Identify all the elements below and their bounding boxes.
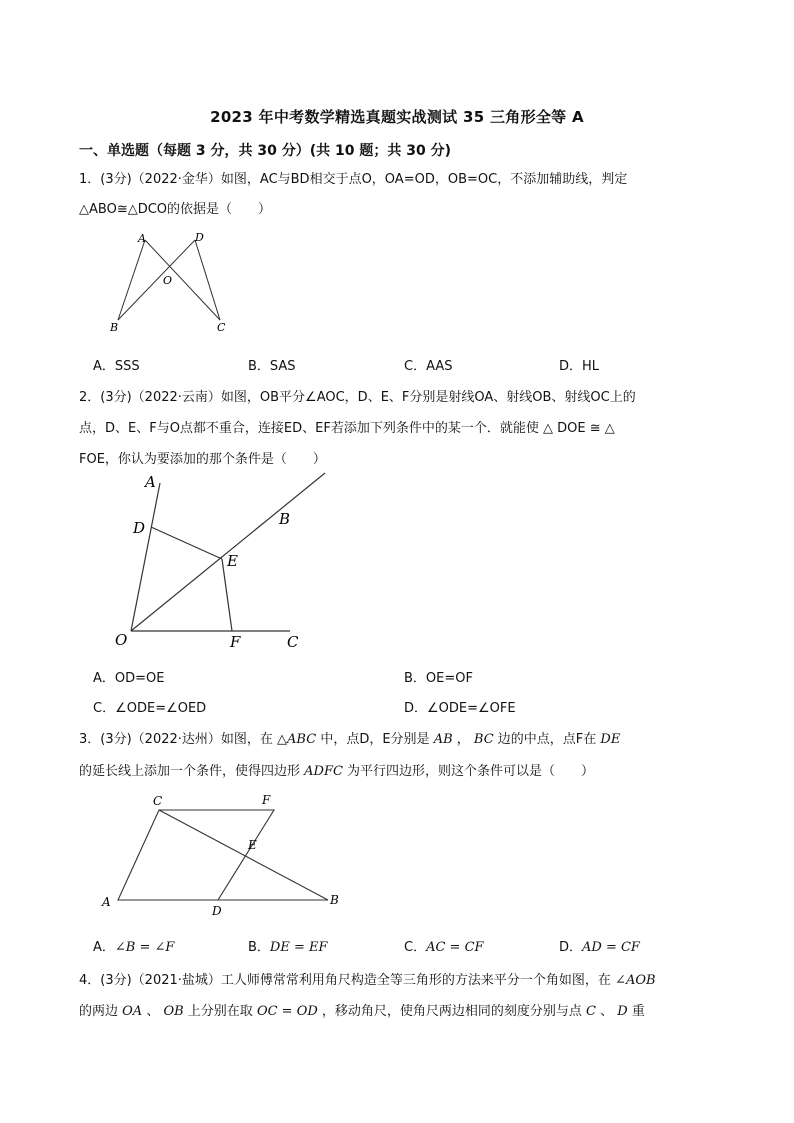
q4-text: 、 — [596, 1004, 618, 1019]
q2-segment-de — [151, 527, 222, 559]
option-label: D． — [559, 940, 583, 955]
q3-label-e: E — [248, 838, 257, 852]
q1-stem-line1: 1．(3分)（2022·金华）如图，AC与BD相交于点O，OA=OD，OB=OC，不添加辅助线，判定 — [79, 172, 628, 187]
q3-figure — [98, 790, 348, 920]
q3-option-b[interactable] — [248, 936, 328, 955]
q3-math-bc: BC — [473, 732, 494, 747]
q2-option-a[interactable]: A．OD=OE — [93, 671, 165, 686]
q2-stem-line2: 点，D、E、F与O点都不重合，连接ED、EF若添加下列条件中的某一个．就能使 △ DOE ≅ △ — [79, 421, 615, 436]
q2-label-b: B — [279, 510, 291, 528]
q1-segment-ab — [118, 240, 145, 320]
q3-math-triangle: △ABC — [277, 732, 317, 747]
q3-option-a[interactable] — [93, 936, 174, 955]
option-expr: ∠B = ∠F — [114, 940, 175, 955]
q1-label-c: C — [217, 321, 226, 334]
q4-text: 上分别在取 — [183, 1004, 257, 1019]
q3-label-c: C — [153, 794, 163, 808]
q2-option-d[interactable]: D．∠ODE=∠OFE — [404, 701, 516, 716]
q3-option-c[interactable] — [404, 936, 484, 955]
q4-math-d: D — [617, 1004, 628, 1019]
q3-stem-line1 — [79, 728, 620, 747]
q4-stem-line2 — [79, 1000, 645, 1019]
q3-text: 3．(3分)（2022·达州）如图，在 — [79, 732, 278, 747]
q4-text: 重 — [627, 1004, 645, 1019]
q4-stem-line1 — [79, 969, 656, 988]
q4-text: 4．(3分)（2021·盐城）工人师傅常常利用角尺构造全等三角形的方法来平分一个角如图，在 — [79, 973, 616, 988]
option-expr: DE = EF — [269, 940, 328, 955]
q2-option-c[interactable]: C．∠ODE=∠OED — [93, 701, 207, 716]
q1-label-b: B — [110, 321, 119, 334]
q1-label-a: A — [138, 232, 146, 245]
q1-option-c[interactable]: C．AAS — [404, 359, 453, 374]
q3-math-ab: AB — [433, 732, 453, 747]
q3-text: 中，点D，E分别是 — [316, 732, 434, 747]
q4-math-oa: OA — [122, 1004, 143, 1019]
q2-figure — [105, 465, 345, 655]
q1-label-d: D — [195, 231, 204, 244]
q4-text: 的两边 — [79, 1004, 123, 1019]
q1-stem-line2: △ABO≅△DCO的依据是（ ） — [79, 202, 272, 217]
q1-option-d[interactable]: D．HL — [559, 359, 600, 374]
q2-stem-line1: 2．(3分)（2022·云南）如图，OB平分∠AOC，D、E、F分别是射线OA、射线OB、射线OC上的 — [79, 390, 636, 405]
q4-math-oc-od: OC = OD — [256, 1004, 318, 1019]
q4-math-angle-aob: ∠AOB — [615, 973, 656, 988]
q3-label-f: F — [262, 793, 271, 807]
q3-text: ， — [452, 732, 474, 747]
q2-label-e: E — [227, 552, 238, 570]
q4-text: 、 — [142, 1004, 164, 1019]
q2-ray-oa — [131, 483, 160, 631]
q3-math-adfc: ADFC — [304, 764, 343, 779]
q2-label-f: F — [230, 633, 241, 651]
option-label: B． — [248, 940, 270, 955]
q2-label-c: C — [287, 633, 299, 651]
option-expr: AD = CF — [582, 940, 640, 955]
q4-text: ，移动角尺，使角尺两边相同的刻度分别与点 — [317, 1004, 587, 1019]
page-title: 2023 年中考数学精选真题实战测试 35 三角形全等 A — [210, 108, 584, 126]
q1-figure — [100, 225, 250, 340]
option-expr: AC = CF — [426, 940, 484, 955]
q1-option-a[interactable]: A．SSS — [93, 359, 140, 374]
q2-label-o: O — [115, 631, 128, 649]
q3-label-a: A — [102, 895, 111, 909]
q3-label-b: B — [330, 893, 339, 907]
q3-label-d: D — [212, 904, 222, 918]
q1-segment-dc — [195, 240, 220, 320]
q2-label-a: A — [145, 473, 156, 491]
option-label: C． — [404, 940, 427, 955]
q3-text: 为平行四边形，则这个条件可以是（ ） — [342, 764, 595, 779]
section-heading: 一、单选题（每题 3 分，共 30 分）(共 10 题；共 30 分) — [79, 143, 451, 159]
q3-text: 的延长线上添加一个条件，使得四边形 — [79, 764, 305, 779]
q2-stem-line3: FOE，你认为要添加的那个条件是（ ） — [79, 452, 326, 467]
q3-text: 边的中点，点F在 — [493, 732, 601, 747]
q4-math-c: C — [586, 1004, 596, 1019]
q2-option-b[interactable]: B．OE=OF — [404, 671, 473, 686]
q3-segment-cb — [159, 810, 328, 900]
option-label: A． — [93, 940, 115, 955]
q3-option-d[interactable] — [559, 936, 640, 955]
q3-parallelogram-adfc — [118, 810, 274, 900]
q1-label-o: O — [163, 274, 173, 287]
q1-option-b[interactable]: B．SAS — [248, 359, 296, 374]
q2-label-d: D — [133, 519, 146, 537]
q4-math-ob: OB — [163, 1004, 184, 1019]
q3-math-de: DE — [600, 732, 621, 747]
q3-stem-line2 — [79, 760, 594, 779]
